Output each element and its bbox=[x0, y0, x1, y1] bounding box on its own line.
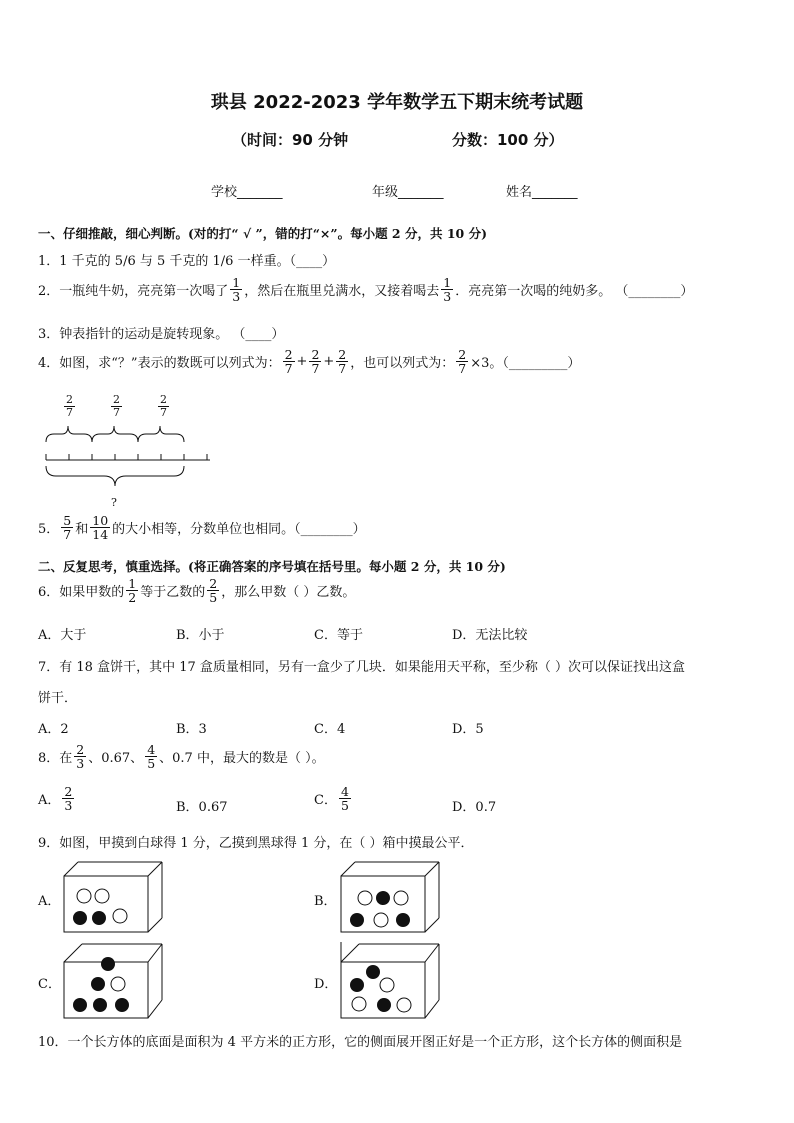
q9-box-a[interactable] bbox=[62, 860, 164, 935]
q6-text-b: 等于乙数的 bbox=[140, 585, 206, 601]
q8-text-b: 、0.67、 bbox=[88, 751, 144, 767]
q6-option-b[interactable]: B．小于 bbox=[176, 628, 225, 643]
q5-text-a: 5． bbox=[38, 522, 60, 538]
q5-fraction-2: $\frac{10}{14}$ bbox=[92, 513, 109, 543]
question-1: 1．1 千克的 5/6 与 5 千克的 1/6 一样重。（____） bbox=[38, 254, 336, 269]
q8-text-a: 8．在 bbox=[38, 751, 73, 767]
q6-option-d[interactable]: D．无法比较 bbox=[452, 628, 528, 643]
q9-box-b[interactable] bbox=[339, 860, 441, 935]
q6-text-c: ，那么甲数（ ）乙数。 bbox=[221, 585, 356, 601]
q7-option-b[interactable]: B．3 bbox=[176, 722, 207, 737]
q8-fraction-1: $\frac{2}{3}$ bbox=[76, 742, 85, 772]
top-brace-3 bbox=[138, 426, 184, 442]
bottom-brace bbox=[46, 466, 184, 486]
question-5 bbox=[38, 514, 366, 541]
q9-box-d[interactable] bbox=[339, 940, 441, 1022]
diagram-fraction-3: $\frac{2}{7}$ bbox=[160, 393, 167, 419]
q6-option-c[interactable]: C．等于 bbox=[314, 628, 363, 643]
q6-fraction-1: $\frac{1}{2}$ bbox=[128, 576, 137, 606]
q9-option-b-label[interactable]: B． bbox=[314, 894, 337, 909]
question-6 bbox=[38, 577, 355, 604]
section2-heading: 二、反复思考，慎重选择。(将正确答案的序号填在括号里。每小题 2 分，共 10 分) bbox=[38, 559, 506, 574]
diagram-fraction-2: $\frac{2}{7}$ bbox=[113, 393, 120, 419]
question-9: 9．如图，甲摸到白球得 1 分，乙摸到黑球得 1 分，在（ ）箱中摸最公平． bbox=[38, 836, 474, 851]
q4-fraction-2: $\frac{2}{7}$ bbox=[311, 347, 320, 377]
q5-text-c: 的大小相等，分数单位也相同。（________） bbox=[112, 522, 366, 538]
school-field[interactable]: 学校_______ bbox=[211, 185, 283, 200]
q2-fraction-1: $\frac{1}{3}$ bbox=[232, 275, 241, 305]
q6-fraction-2: $\frac{2}{5}$ bbox=[209, 576, 218, 606]
diagram-fraction-1: $\frac{2}{7}$ bbox=[66, 393, 73, 419]
q7-option-d[interactable]: D．5 bbox=[452, 722, 484, 737]
question-3: 3．钟表指针的运动是旋转现象。 （____） bbox=[38, 327, 285, 342]
q6-option-a[interactable]: A．大于 bbox=[38, 628, 87, 643]
question-10: 10．一个长方体的底面是面积为 4 平方米的正方形，它的侧面展开图正好是一个正方形，这个长方体的侧面积是 bbox=[38, 1035, 683, 1050]
q9-option-a-label[interactable]: A． bbox=[38, 894, 61, 909]
q2-text-c: ．亮亮第一次喝的纯奶多。 （________） bbox=[455, 284, 694, 300]
diagram-question-mark: ? bbox=[111, 496, 117, 509]
plus-sign: + bbox=[296, 354, 308, 370]
page-title: 珙县 2022-2023 学年数学五下期末统考试题 bbox=[210, 92, 584, 113]
q5-text-b: 和 bbox=[75, 522, 89, 538]
name-field[interactable]: 姓名_______ bbox=[506, 185, 578, 200]
exam-score: 分数：100 分） bbox=[452, 131, 564, 149]
question-4 bbox=[38, 348, 580, 375]
q7-option-a[interactable]: A．2 bbox=[38, 722, 69, 737]
question-7-line1: 7．有 18 盒饼干，其中 17 盒质量相同，另有一盒少了几块．如果能用天平称，至少称（ ）次可以保证找出这盒 bbox=[38, 660, 686, 675]
plus-sign: + bbox=[323, 354, 335, 370]
q8-option-d[interactable]: D．0.7 bbox=[452, 800, 497, 815]
q4-text-a: 4．如图，求“？”表示的数既可以列式为： bbox=[38, 356, 281, 372]
question-7-line2: 饼干． bbox=[38, 691, 78, 706]
q8-text-c: 、0.7 中，最大的数是（ ）。 bbox=[159, 751, 325, 767]
grade-field[interactable]: 年级_______ bbox=[372, 185, 444, 200]
q4-text-b: ，也可以列式为： bbox=[350, 356, 455, 372]
q4-text-c: ×3。（_________） bbox=[470, 356, 581, 372]
section1-heading: 一、仔细推敲，细心判断。(对的打“ √ ”，错的打“×”。每小题 2 分，共 10 分) bbox=[38, 226, 487, 241]
q8-option-a[interactable]: A． $\frac{2}{3}$ bbox=[38, 784, 73, 814]
q2-text-a: 2．一瓶纯牛奶，亮亮第一次喝了 bbox=[38, 284, 229, 300]
q5-fraction-1: $\frac{5}{7}$ bbox=[63, 513, 72, 543]
q8-option-c[interactable]: C． $\frac{4}{5}$ bbox=[314, 784, 349, 814]
top-brace-2 bbox=[92, 426, 138, 442]
question-2 bbox=[38, 276, 693, 303]
q2-text-b: ，然后在瓶里兑满水，又接着喝去 bbox=[244, 284, 440, 300]
q4-fraction-3: $\frac{2}{7}$ bbox=[338, 347, 347, 377]
q9-option-d-label[interactable]: D． bbox=[314, 977, 338, 992]
q9-option-c-label[interactable]: C． bbox=[38, 977, 61, 992]
q4-fraction-4: $\frac{2}{7}$ bbox=[458, 347, 467, 377]
q7-option-c[interactable]: C．4 bbox=[314, 722, 346, 737]
q6-text-a: 6．如果甲数的 bbox=[38, 585, 125, 601]
top-brace-1 bbox=[46, 426, 92, 442]
q4-fraction-1: $\frac{2}{7}$ bbox=[284, 347, 293, 377]
q8-option-b[interactable]: B．0.67 bbox=[176, 800, 228, 815]
q8-fraction-2: $\frac{4}{5}$ bbox=[147, 742, 156, 772]
q9-box-c[interactable] bbox=[62, 942, 164, 1022]
question-8 bbox=[38, 743, 325, 770]
q2-fraction-2: $\frac{1}{3}$ bbox=[443, 275, 452, 305]
exam-time: （时间：90 分钟 bbox=[232, 131, 349, 149]
number-line-diagram bbox=[40, 424, 220, 504]
